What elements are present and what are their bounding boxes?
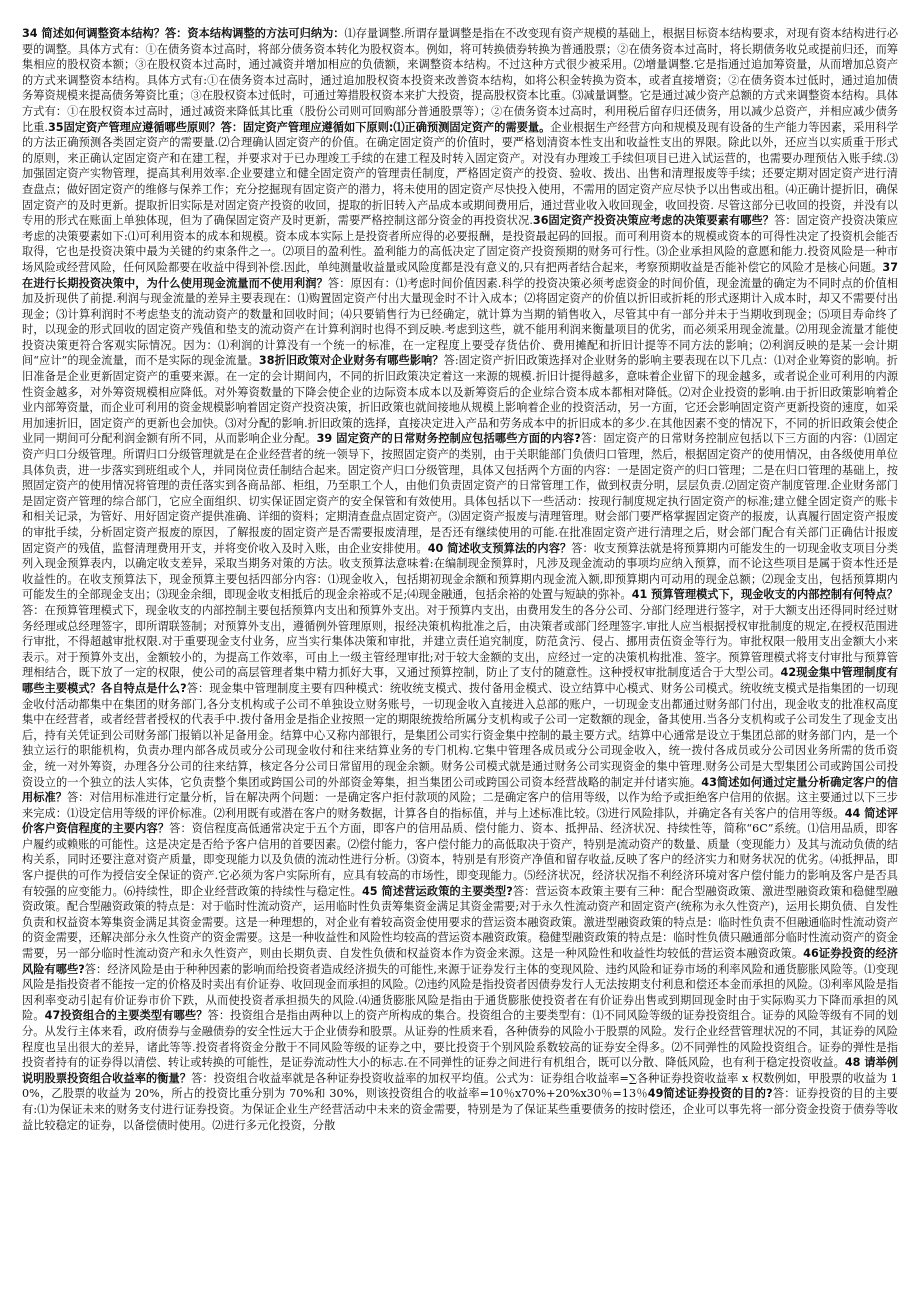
answer-text: 答：投资组合收益率就是各种证券投资收益率的加权平均值。公式为：证券组合收益率=∑各种证券投资收益率 x 权数例如，甲股票的收益为 10%，乙股票的收益为 20%，所占的投资比重分别为 70%和 30%，则该投资组合的收益率=10％x70%+20%x30％=13％ [22,1071,898,1101]
answer-text: 答：现金集中管理制度主要有四种模式：统收统支模式、拨付备用金模式、设立结算中心模式、财务公司模式。统收统支模式是指集团的一切现金收付活动都集中在集团的财务部门,各分支机构或子公司不单独设立财务账号，一切现金收入直接进入总部的账户，一切现金支出都通过财务部门付出，现金收支的批准权高度集中在经营者，或者经营者授权的代表手中.拨付备用金是指企业按照一定的期限统拨给所属分支机构或子公司一定数额的现金，备其使用.当各分支机构或子公司发生了现金支出后，持有关凭证到公司财务部门报销以补足备用金。结算中心又称内部银行，是集团公司实行资金集中控制的最主要方式。结算中心通常是设立于集团总部的财务部门内，是一个独立运行的职能机构，负责办理内部各成员或分公司现金收付和往来结算业务的专门机构.它集中管理各成员或分公司现金收入，统一拨付各成员或分公司因业务所需的货币资金，统一对外筹资，办理各分公司的往来结算，核定各分公司日常留用的现金余额。财务公司模式就是通过财务公司实现资金的集中管理.财务公司是大型集团公司或跨国公司投资设立的一个独立的法人实体，它负责整个集团或跨国公司的外部资金筹集，担当集团公司或跨国公司资本经营战略的制定并付诸实施。 [22,681,898,789]
answer-text: 答:固定资产折旧政策选择对企业财务的影响主要表现在以下几点：⑴对企业筹资的影响。折旧准备是企业更新固定资产的重要来源。在一定的会计期间内，不同的折旧政策决定着这一来源的规模.折旧计提得越多，意味着企业留下的现金越多，或者说企业可利用的内源性资金越多，对外筹资规模相应降低。对外筹资数量的下降会使企业的边际资本成本以及新筹资后的企业综合资本成本都相对降低。⑵对企业投资的影响.由于折旧政策影响着企业内部筹资量，而企业可利用的资金规模影响着固定资产投资决策，折旧政策也就间接地从规模上影响着企业的投资活动，另一方面，它还会影响固定资产更新投资的速度，如采用加速折旧，固定资产的更新也会加快。⑶对分配的影响.折旧政策的选择，直接决定进入产品和劳务成本中的折旧成本的多少.在其他因素不变的情况下，不同的折旧政策会使企业同一期间可分配利润金额有所不同，从而影响企业分配。 [22,354,898,446]
answer-text: 答：固定资产的日常财务控制应包括以下三方面的内容：⑴固定资产归口分级管理。所谓归口分级管理就是在企业经营者的统一领导下，按照固定资产的类别，由于关职能部门负债归口管理，然后，根据固定资产的使用情况，由各级使用单位具体负责，进一步落实到班组或个人，并同岗位责任制结合起来。固定资产归口分级管理，具体又包括两个方面的内容：一是固定资产的归口管理；二是在归口管理的基础上，按照固定资产的使用情况将管理的责任落实到各商品部、柜组，乃至职工个人，由他们负责固定资产的日常管理工作，做到权责分明，层层负责.⑵固定资产制度管理.企业财务部门是固定资产管理的综合部门，它应全面组织、切实保证固定资产的安全保管和有效使用。具体包括以下一些活动：按现行制度规定执行固定资产的标准;建立健全固定资产的账卡和相关记录，为管好、用好固定资产提供准确、详细的资料；定期清查盘点固定资产。⑶固定资产报废与清理管理。财会部门要严格掌握固定资产的报废，认真履行固定资产报废的审批手续，分析固定资产报废的原因，了解报废的固定资产是否需要报废清理，是否还有继续使用的可能.在批准固定资产进行清理之后，财会部门配合有关部门正确估计报废固定资产的残值，监督清理费用开支，并将变价收入及时入账，由企业安排使用。 [22,432,898,555]
question-heading: 35固定资产管理应遵循哪些原则？答：固定资产管理应遵循如下原则:⑴正确预测固定资产的需要量。 [48,120,551,134]
answer-text: 答：固定资产投资决策应考虑的决策要素如下:⑴可利用资本的成本和规模。资本成本实际上是投资者所应得的必要报酬，是投资最起码的回报。而可利用资本的规模或资本的可得性决定了投资机会能否取得，它也是投资决策中最为关键的约束条件之一。⑵项目的盈利性。盈利能力的高低决定了固定资产投资预期的财务可行性。⑶企业承担风险的意愿和能力.投资风险是一种市场风险或经营风险，任何风险都要在收益中得到补偿.因此，单纯测量收益量或风险度都是没有意义的,只有把两者结合起来，考察预期收益是否能补偿它的风险才是核心问题。 [22,214,898,274]
question-heading: 36固定资产投资决策应考虑的决策要素有哪些？ [532,214,775,228]
question-heading: 34 简述如何调整资本结构？答：资本结构调整的方法可归纳为： [22,27,345,40]
answer-text: 答：投资组合是指由两种以上的资产所构成的集合。投资组合的主要类型有：⑴不同风险等级的证券投资组合。证券的风险等级有不同的划分。从发行主体来看，政府债券与金融债券的安全性远大于企业债券和股票。从证券的性质来看，各种债券的风险小于股票的风险。发行企业经营管理状况的不同，其证券的风险程度也呈出很大的差异，诸此等等.投资者将资金分散于不同风险等级的证券之中，要比投资于个别风险系数较高的证券安全得多。⑵不同弹性的风险投资组合。证券的弹性是指投资者持有的证券得以清偿、转让或转换的可能性，是证券流动性大小的标志.在不同弹性的证券之间进行有机组合，既可以分散、降低风险，也有利于稳定投资收益。 [22,1009,898,1070]
answer-text: 答：原因有：⑴考虑时间价值因素.科学的投资决策必须考虑资金的时间价值，现金流量的确定为不同时点的价值相加及折现供了前提.利润与现金流量的差异主要表现在：⑴购置固定资产付出大量现金时不计入成本；⑵将固定资产的价值以折旧或折耗的形式逐期计入成本时，却又不需要付出现金；⑶计算利润时不考虑垫支的流动资产的数量和回收时间；⑷只要销售行为已经确定，就计算为当期的销售收入，尽管其中有一部分并未于当期收到现金；⑸项目寿命终了时，以现金的形式回收的固定资产残值和垫支的流动资产在计算利润时也得不到反映.考虑到这些，就不能用利润来衡量项目的优劣，而必须采用现金流量。⑵用现金流量才能使投资决策更符合客观实际情况。因为：⑴利润的计算没有一个统一的标准，在一定程度上要受存货估价、费用摊配和折旧计提等不同方法的影响；⑵利润反映的是某一会计期间“应计”的现金流量，而不是实际的现金流量。 [22,276,898,368]
question-heading: 39 固定资产的日常财务控制应包括哪些方面的内容? [316,432,581,446]
answer-text: 答：对信用标准进行定量分析，旨在解决两个问题：一是确定客户拒付款项的风险；二是确定客户的信用等级，以作为给予或拒绝客户信用的依据。这主要通过以下三步来完成：⑴设定信用等级的评价标准。⑵利用既有或潜在客户的财务数据，计算各自的指标值，并与上述标准比较。⑶进行风险排队，并确定各有关客户的信用等级。 [22,791,898,820]
question-heading: 48 请举例说明股票投资组合收益率的衡量？ [22,1056,899,1085]
question-heading: 40 简述收支预算法的内容？ [427,541,572,555]
answer-text: ⑴存量调整.所谓存量调整是指在不改变现有资产规模的基础上，根据目标资本结构要求，对现有资本结构进行必要的调整。具体方式有：①在债务资本过高时，将部分债务资本转化为股权资本。例如，将可转换债券转换为普通股票；②在债务资本过高时，将长期债务收兑或提前归还，而筹集相应的股权资本额；③在股权资本过高时，通过减资并增加相应的负债额，来调整资本结构。不过这种方式很少被采用。⑵增量调整.它是指通过追加筹资量，从而增加总资产的方式来调整资本结构。具体方式有:①在债务资本过高时，通过追加股权资本投资来改善资本结构，如将公积金转换为资本，或者直接增资；②在债务资本过低时，通过追加债务筹资规模来提高债务筹资比重；③在股权资本过低时，可通过筹措股权资本来扩大投资，提高股权资本比重。⑶减量调整。它是通过减少资产总额的方式来调整资本结构。具体方式有：①在股权资本过高时，通过减资来降低其比重（股份公司则可回购部分普通股票等）；②在债务资本过高时，利用税后留存归还债务，用以减少总资产，并相应减少债务比重. [22,27,899,134]
question-heading: 43简述如何通过定量分析确定客户的信用标准？ [22,775,898,805]
question-heading: 41 预算管理模式下，现金收支的内部控制有何特点？ [631,588,898,602]
question-heading: 38折旧政策对企业财务有哪些影响？ [258,354,444,368]
answer-text: 答：收支预算法就是将预算期内可能发生的一切现金收支项目分类列入现金预算表内，以确定收支差异，采取当期务对策的方法。收支预算法意味着:在编制现金预算时，凡涉及现金流动的事项均应纳入预算，而不论这些项目是属于资本性还是收益性的。在收支预算法下，现金预算主要包括四部分内容：⑴现金收入，包括期初现金余额和预算期内现金流入额,即预算期内可动用的现金总额；⑵现金支出，包括预算期内可能发生的全部现金支出；⑶现金余细，即现金收支相抵后的现金余裕或不足;⑷现金融通，包括余裕的处置与短缺的弥补。 [22,541,898,602]
question-heading: 46证券投资的经济风险有哪些? [22,947,898,976]
question-heading: 49简述证券投资的目的? [647,1087,773,1101]
answer-text: 企业根据生产经营方向和规模及现有设备的生产能力等因素，采用科学的方法正确预测各类固定资产的需要量.⑵合理确认固定资产的价值。在确定固定资产的价值时，要严格划清资本性支出和收益性支出的界限。除此以外，还应当以实质重于形式的原则，来正确认定固定资产和在建工程，并要求对于已办理竣工手续的在建工程及时转入固定资产。对没有办理竣工手续但项目已进入试运营的，也需要办理预估入账手续.⑶加强固定资产实物管理，提高其利用效率.企业要建立和健全固定资产的管理责任制度，严格固定资产的投资、验收、拨出、出售和清理报废等手续；还要定期对固定资产进行清查盘点；做好固定资产的维修与保养工作；充分挖掘现有固定资产的潜力，将未使用的固定资产尽快投入使用，不需用的固定资产应尽快予以出售或出租。⑷正确计提折旧，确保固定资产的及时更新。提取折旧实际是对固定资产投资的收回，提取的折旧转入产品成本或期间费用后，通过营业收入收回现金，收回投资. 尽管这部分已收回的投资，并没有以专用的形式在账面上单独体现，但为了确保固定资产及时更新，需要严格控制这部分资金的再投资状况. [22,120,899,228]
answer-text: 答：经济风险是由于种种因素的影响而给投资者造成经济损失的可能性,来源于证券发行主体的变现风险、违约风险和证券市场的利率风险和通货膨胀风险等。⑴变现风险是指投资者不能按一定的价格及时卖出有价证券、收回现金而承担的风险。⑵违约风险是指投资者因债券发行人无法按期支付利息和偿还本金而承担的风险。⑶利率风险是指因利率变动引起有价证券市价下跌，从而使投资者承担损失的风险.⑷通货膨胀风险是指由于通货膨胀使投资者在有价证券出售或到期回现金时由于实际购买力下降而承担的风险。 [22,962,898,1023]
answer-text: 答：营运资本政策主要有三种：配合型融资政策、激进型融资政策和稳健型融资政策。配合型融资政策的特点是：对于临时性流动资产，运用临时性负责筹集资金满足其资金需要;对于永久性流动资产和固定资产(统称为永久性资产)，运用长期负债、自发性负责和权益资本筹集资金满足其资金需要。这是一种理想的，对企业有着较高资金使用要求的营运资本融资政策。激进型融资政策的特点是：临时性负责不但融通临时性流动资产的资金需要，还解决部分永久性资产的资金需要。这是一种收益性和风险性均较高的营运资本融资政策。稳健型融资政策的特点是：临时性负债只融通部分临时性流动资产的资金需要，另一部分临时性流动资产和永久性资产，则由长期负责、自发性负债和权益资本作为资金来源。这是一种风险性和收益性均较低的营运资本融资政策。 [22,884,898,961]
answer-text: 答：证券投资的目的主要有:⑴为保证未来的财务支付进行证券投资。为保证企业生产经营活动中未来的资金需要，特别是为了保证某些重要债务的按时偿还，企业可以事先将一部分资金投资于债券等收益比较稳定的证券，以备偿债时使用。⑵进行多元化投资，分散 [22,1087,898,1132]
question-heading: 47投资组合的主要类型有哪些？ [44,1009,208,1023]
document-body [22,26,898,1133]
question-heading: 37 在进行长期投资决策中，为什么使用现金流量而不使用利润？ [22,260,898,290]
answer-text: 答：资信程度高低通常决定于五个方面，即客户的信用品质、偿付能力、资本、抵押品、经济状况、持续性等，简称“6C”系统。⑴信用品质，即客户履约或赖账的可能性。这是决定是否给予客户信用的首要因素。⑵偿付能力，客户偿付能力的高低取决于资产，特别是流动资产的数量、质量（变现能力）及其与流动负债的结构关系，同时还要注意对资产质量，即变现能力以及负债的流动性进行分析。⑶资本，特别是有形资产净值和留存收益,反映了客户的经济实力和财务状况的优劣。⑷抵押品，即客户提供的可作为授信安全保证的资产.它必须为客户实际所有，应具有较高的市场性，即变现能力。⑸经济状况，经济状况指不利经济环境对客户偿付能力的影响及客户是否具有较强的应变能力。⑹持续性，即企业经营政策的持续性与稳定性。 [22,822,898,898]
question-heading: 44 简述评价客户资信程度的主要内容？ [22,806,898,836]
question-heading: 42现金集中管理制度有哪些主要模式？各自特点是什么? [22,666,898,695]
answer-text: 答：在预算管理模式下，现金收支的内部控制主要包括预算内支出和预算外支出。对于预算内支出，由费用发生的各分公司、分部门经理进行签字，对于大额支出还得同时经过财务经理或总经理签字，即所谓联签制；对预算外支出，遵循例外管理原则，报经决策机构批准之后，由决策者或部门经理签字.审批人应当根据授权审批制度的规定,在授权范围进行审批，不得超越审批权限.对于重要现金支付业务，应当实行集体决策和审批，并建立责任追究制度，防范贪污、侵占、挪用责伍资金等行为。审批权限一般用支出金额大小来表示。对于预算外支出，金额较小的，为提高工作效率，可由上一级主管经理审批;对于较大金额的支出，应经过一定的决策机构批准、签字。预算管理模式将支付审批与预算管理相结合，既下放了一定的权限，使公司的高层管理者集中精力抓好大事，又通过预算控制，防止了支付的随意性。这种授权审批制度适合于大型公司。 [22,603,898,680]
question-heading: 45 简述营运政策的主要类型? [361,884,513,898]
